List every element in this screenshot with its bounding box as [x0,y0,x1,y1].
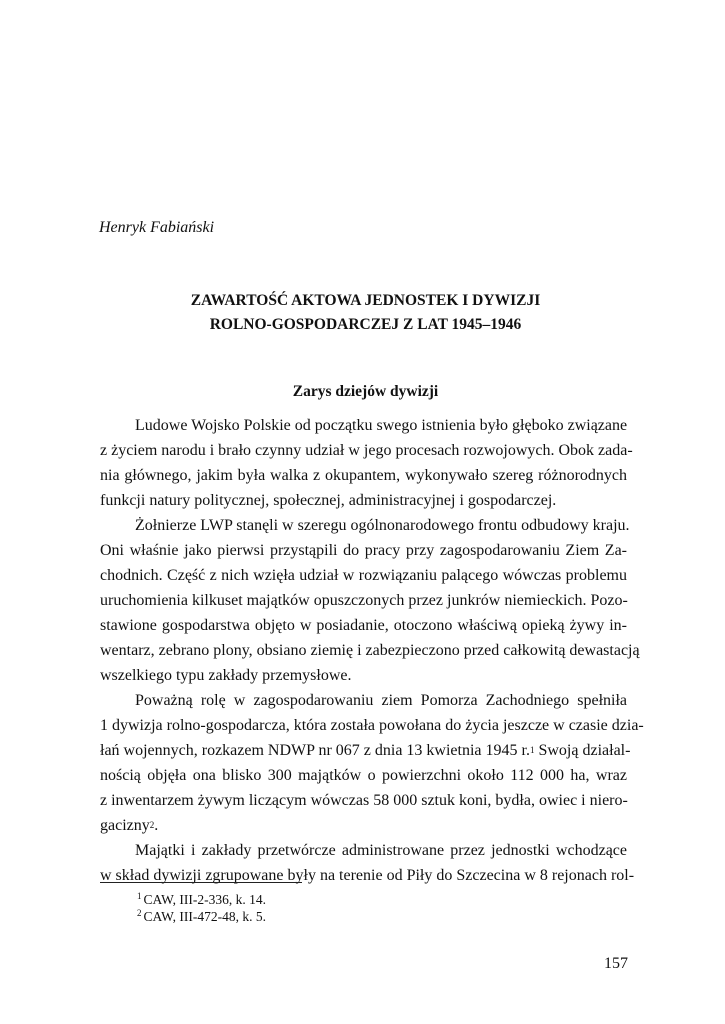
footnote-marker: 2 [149,820,155,830]
text-line: wentarz, zebrano plony, obsiano ziemię i zabezpieczono przed całkowitą dewastacją [100,642,640,659]
text-line: wszelkiego typu zakłady przemysłowe. [100,667,352,684]
text-fragment: . [154,817,159,834]
text-line: Ludowe Wojsko Polskie od początku swego istnienia było głęboko związane [135,417,628,434]
text-line: funkcji natury politycznej, społecznej, administracyjnej i gospodarczej. [100,492,557,509]
text-fragment: gacizny [100,817,150,834]
footnote-number: 1 [137,891,142,901]
footnote [137,909,266,926]
footnote-text: CAW, III-472-48, k. 5. [143,909,267,924]
text-line: Żołnierze LWP stanęli w szeregu ogólnonarodowego frontu odbudowy kraju. [135,517,630,534]
footnote-separator [100,882,302,883]
text-line: Majątki i zakłady przetwórcze administrowane przez jednostki wchodzące [135,842,627,859]
text-line: w skład dywizji zgrupowane były na terenie od Piły do Szczecina w 8 rejonach rol- [100,867,635,884]
text-line: uruchomienia kilkuset majątków opuszczonych przez junkrów niemieckich. Pozo- [100,592,628,609]
text-fragment: Swoją działal- [538,742,631,759]
section-heading: Zarys dziejów dywizji [292,383,439,400]
footnote [137,892,266,909]
footnote-text: CAW, III-2-336, k. 14. [143,892,267,907]
page-number: 157 [604,955,628,972]
article-title-line-1: ZAWARTOŚĆ AKTOWA JEDNOSTEK I DYWIZJI [190,292,541,309]
text-line: z życiem narodu i brało czynny udział w jego procesach rozwojowych. Obok zada- [100,442,633,459]
text-line-with-footnote [100,816,627,836]
text-line: nością objęła ona blisko 300 majątków o powierzchni około 112 000 ha, wraz [100,767,627,784]
text-line: 1 dywizja rolno-gospodarcza, która została powołana do życia jeszcze w czasie dzia- [100,717,644,734]
author-name: Henryk Fabiański [99,219,215,236]
footnote-number: 2 [137,908,142,918]
article-title-line-2: ROLNO-GOSPODARCZEJ Z LAT 1945–1946 [209,316,522,333]
footnote-marker: 1 [529,745,535,755]
text-fragment: łań wojennych, rozkazem NDWP nr 067 z dnia 13 kwietnia 1945 r. [100,742,530,759]
text-line: nia głównego, jakim była walka z okupantem, wykonywało szereg różnorodnych [100,467,627,484]
text-line: stawione gospodarstwa objęto w posiadanie, otoczono właściwą opieką żywy in- [100,617,627,634]
text-line-with-footnote [100,741,631,761]
text-line: z inwentarzem żywym liczącym wówczas 58 000 sztuk koni, bydła, owiec i niero- [100,792,628,809]
text-line: Poważną rolę w zagospodarowaniu ziem Pomorza Zachodniego spełniła [135,692,627,709]
text-line: chodnich. Część z nich wzięła udział w rozwiązaniu palącego wówczas problemu [100,567,627,584]
text-line: Oni właśnie jako pierwsi przystąpili do pracy przy zagospodarowaniu Ziem Za- [100,542,627,559]
